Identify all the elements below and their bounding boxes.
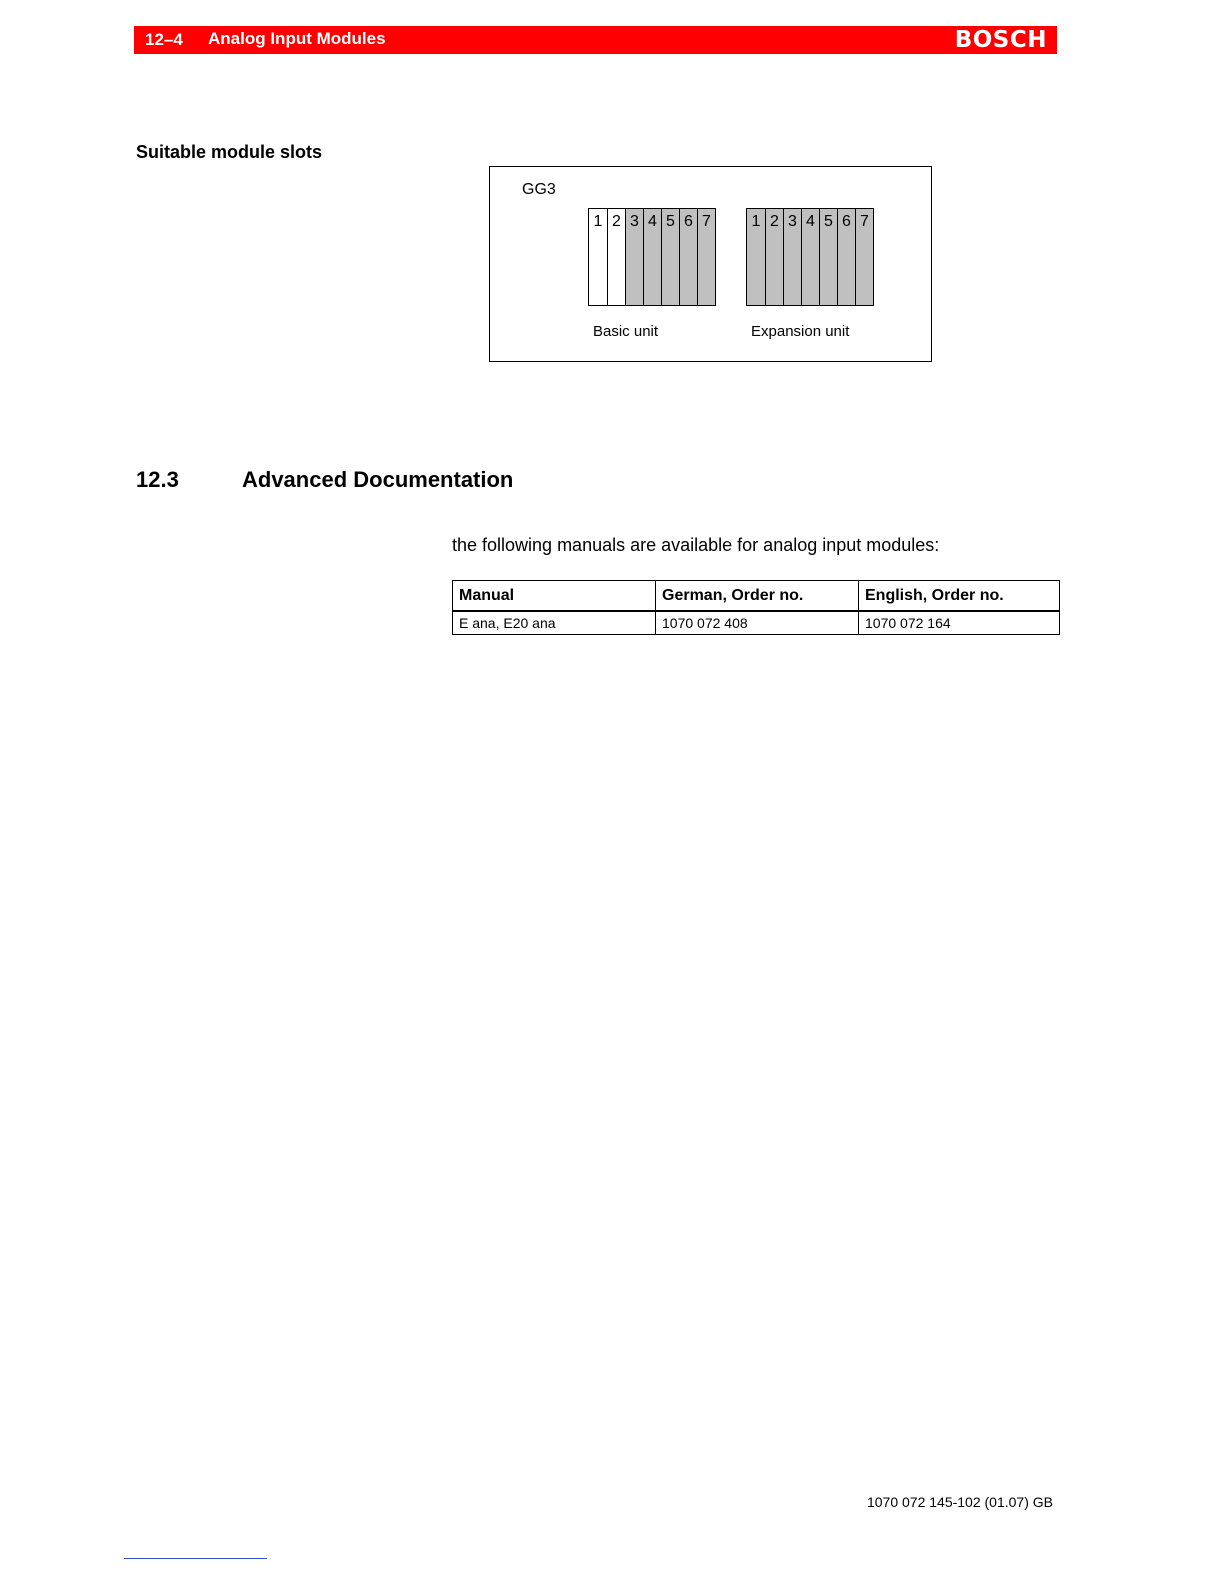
slot-diagram — [489, 166, 932, 362]
intro-text: the following manuals are available for analog input modules: — [452, 535, 940, 555]
page-header — [134, 26, 1057, 54]
chapter-title: Analog Input Modules — [208, 29, 386, 48]
basic-slot: 3 — [625, 209, 643, 305]
expansion-slot: 3 — [783, 209, 801, 305]
page-number: 12–4 — [145, 30, 183, 49]
table-row — [453, 611, 1060, 635]
expansion-slot: 6 — [837, 209, 855, 305]
expansion-unit-rack — [746, 208, 874, 306]
brand-logo: BOSCH — [954, 27, 1047, 53]
manuals-table — [452, 580, 1060, 635]
column-header-english: English, Order no. — [859, 581, 1060, 612]
slots-section-label: Suitable module slots — [136, 142, 323, 162]
column-header-german: German, Order no. — [656, 581, 859, 612]
basic-unit-rack — [588, 208, 716, 306]
table-cell: 1070 072 164 — [859, 611, 1060, 635]
expansion-slot: 7 — [855, 209, 873, 305]
table-cell: 1070 072 408 — [656, 611, 859, 635]
section-title: Advanced Documentation — [242, 467, 514, 492]
expansion-slot: 5 — [819, 209, 837, 305]
basic-slot: 7 — [697, 209, 715, 305]
footer-rule — [124, 1558, 267, 1559]
basic-unit-label: Basic unit — [593, 323, 659, 340]
table-header-row — [453, 581, 1060, 612]
expansion-unit-label: Expansion unit — [751, 323, 850, 340]
section-number: 12.3 — [136, 467, 179, 492]
expansion-slot: 1 — [747, 209, 765, 305]
basic-slot: 2 — [607, 209, 625, 305]
basic-slot: 1 — [589, 209, 607, 305]
table-cell: E ana, E20 ana — [453, 611, 656, 635]
expansion-slot: 4 — [801, 209, 819, 305]
column-header-manual: Manual — [453, 581, 656, 612]
diagram-name: GG3 — [522, 181, 556, 198]
document-code: 1070 072 145-102 (01.07) GB — [866, 1494, 1053, 1510]
basic-slot: 5 — [661, 209, 679, 305]
basic-slot: 6 — [679, 209, 697, 305]
expansion-slot: 2 — [765, 209, 783, 305]
basic-slot: 4 — [643, 209, 661, 305]
